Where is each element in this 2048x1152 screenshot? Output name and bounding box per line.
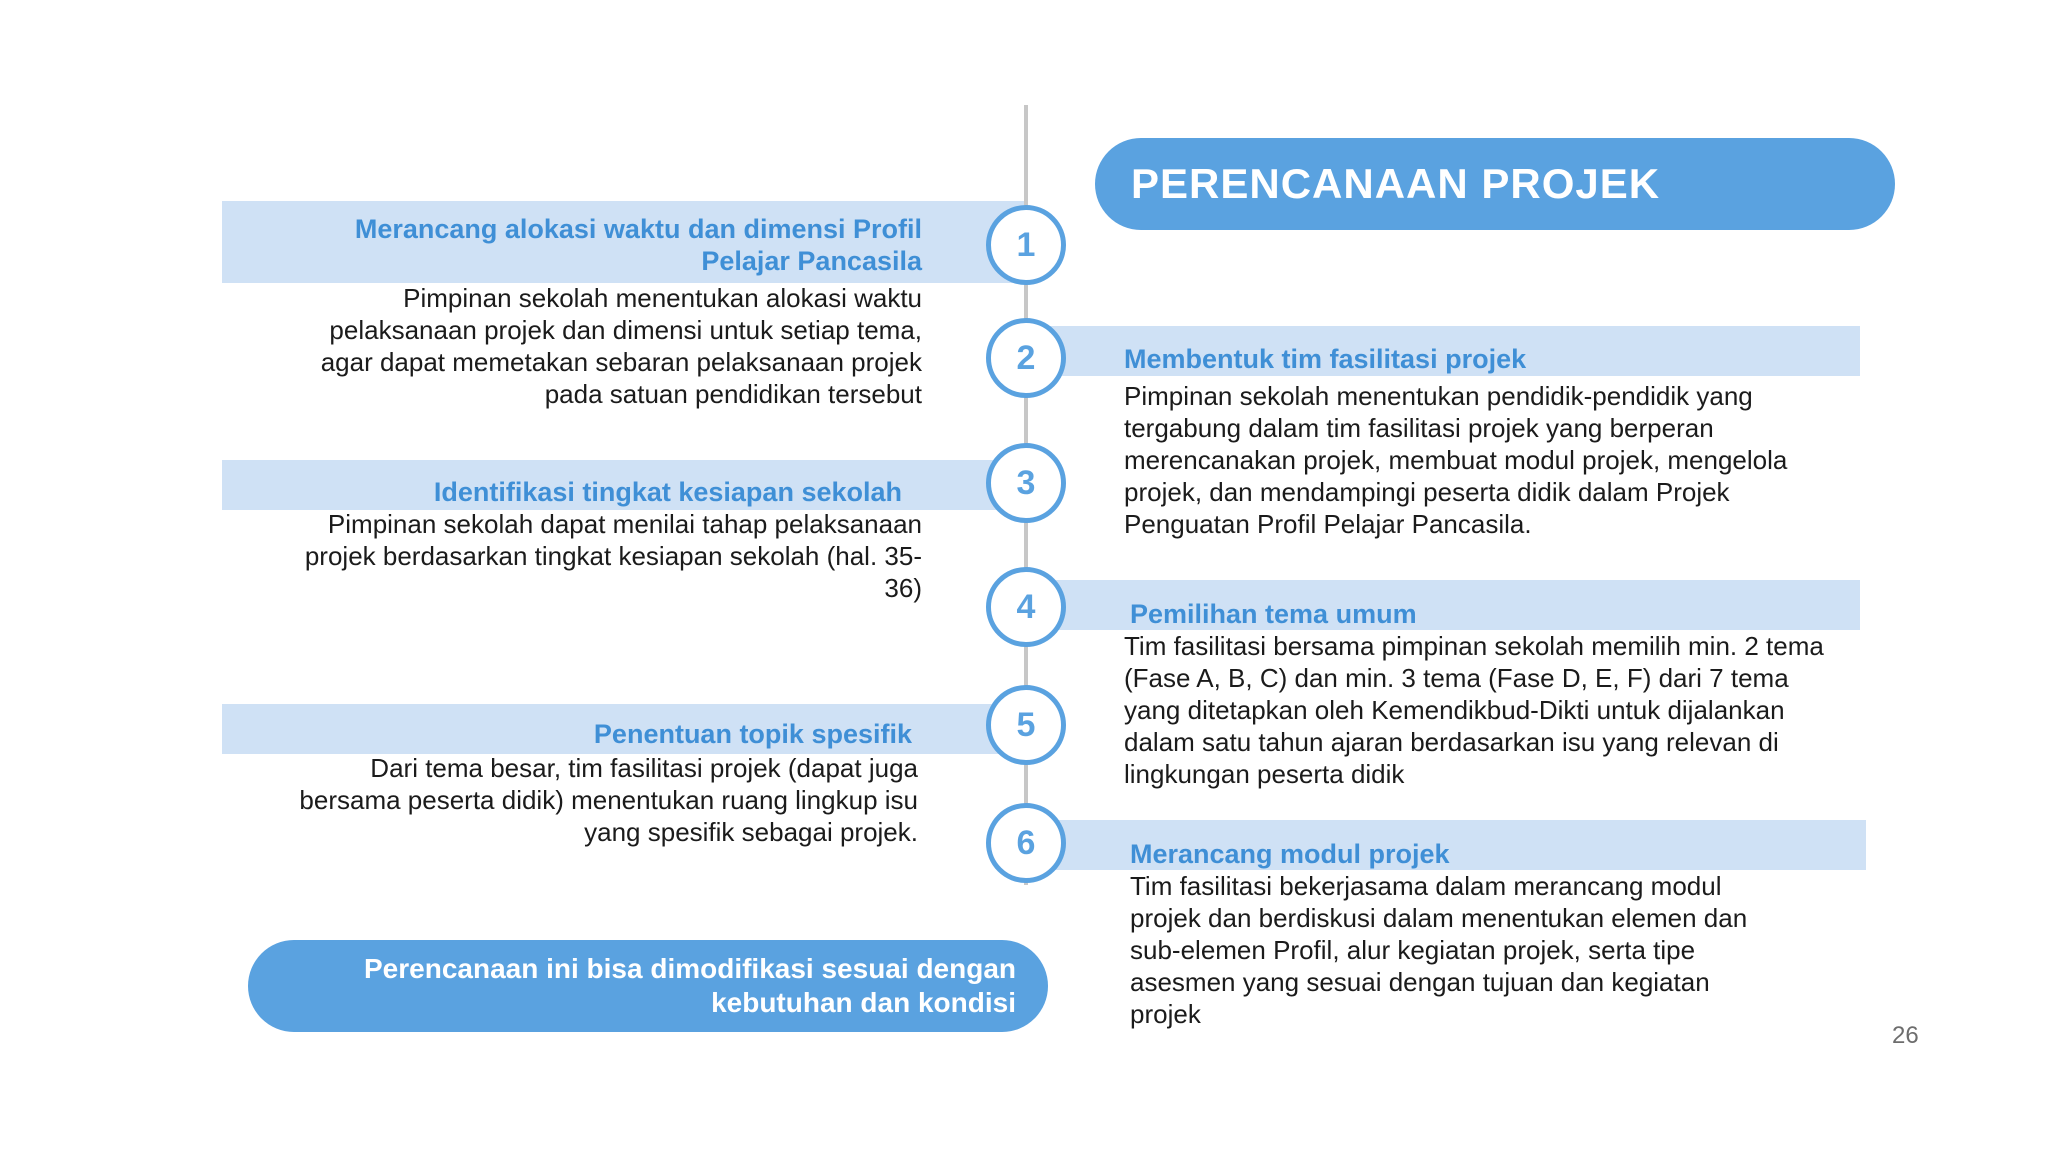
- step-4-title: Pemilihan tema umum: [1130, 599, 1417, 629]
- step-5-description: Dari tema besar, tim fasilitasi projek (dapat juga bersama peserta didik) menentukan ruang lingkup isu yang spesifik sebagai projek.: [299, 753, 918, 847]
- step-2-circle: [986, 318, 1066, 398]
- page-title: PERENCANAAN PROJEK: [1095, 138, 1895, 230]
- step-6-number: 6: [1016, 823, 1036, 862]
- step-3-number: 3: [1016, 463, 1036, 502]
- step-3-circle: [986, 443, 1066, 523]
- step-5-title: Penentuan topik spesifik: [593, 719, 912, 749]
- step-6-title: Merancang modul projek: [1130, 839, 1450, 869]
- step-1-title-line-1: Merancang alokasi waktu dan dimensi Profil: [354, 214, 922, 244]
- step-1-title-line-2: Pelajar Pancasila: [701, 246, 922, 276]
- note-line-2: kebutuhan dan kondisi: [711, 987, 1016, 1018]
- step-6-description: Tim fasilitasi bekerjasama dalam merancang modul projek dan berdiskusi dalam menentukan elemen dan sub-elemen Profil, alur kegiatan projek, serta tipe asesmen yang sesuai dengan tujuan dan kegiatan projek: [1130, 871, 1748, 1029]
- step-4-description: Tim fasilitasi bersama pimpinan sekolah memilih min. 2 tema (Fase A, B, C) dan min. 3 tema (Fase D, E, F) dari 7 tema yang ditetapkan oleh Kemendikbud-Dikti untuk dijalankan dalam satu tahun ajaran berdasarkan isu yang relevan di lingkungan peserta didik: [1124, 631, 1824, 789]
- step-6-circle: [986, 803, 1066, 883]
- step-3-title: Identifikasi tingkat kesiapan sekolah: [433, 477, 902, 507]
- step-5-circle: [986, 685, 1066, 765]
- step-2-title: Membentuk tim fasilitasi projek: [1124, 344, 1527, 374]
- page-number: 26: [1892, 1022, 1919, 1049]
- step-4-circle: [986, 567, 1066, 647]
- modification-note: [248, 940, 1048, 1032]
- step-5-number: 5: [1016, 705, 1036, 744]
- step-2-description: Pimpinan sekolah menentukan pendidik-pendidik yang tergabung dalam tim fasilitasi projek yang berperan merencanakan projek, membuat modul projek, mengelola projek, dan mendampingi peserta didik dalam Projek Penguatan Profil Pelajar Pancasila.: [1124, 381, 1788, 539]
- step-2-number: 2: [1016, 338, 1036, 377]
- step-1-circle: [986, 205, 1066, 285]
- step-4-number: 4: [1016, 587, 1036, 626]
- step-3-description: Pimpinan sekolah dapat menilai tahap pelaksanaan projek berdasarkan tingkat kesiapan sekolah (hal. 35-36): [304, 509, 922, 603]
- step-1-description: Pimpinan sekolah menentukan alokasi waktu pelaksanaan projek dan dimensi untuk setiap tema, agar dapat memetakan sebaran pelaksanaan projek pada satuan pendidikan tersebut: [320, 283, 922, 409]
- step-1-title: [300, 213, 922, 277]
- step-1-number: 1: [1016, 225, 1036, 264]
- note-line-1: Perencanaan ini bisa dimodifikasi sesuai dengan: [364, 953, 1016, 984]
